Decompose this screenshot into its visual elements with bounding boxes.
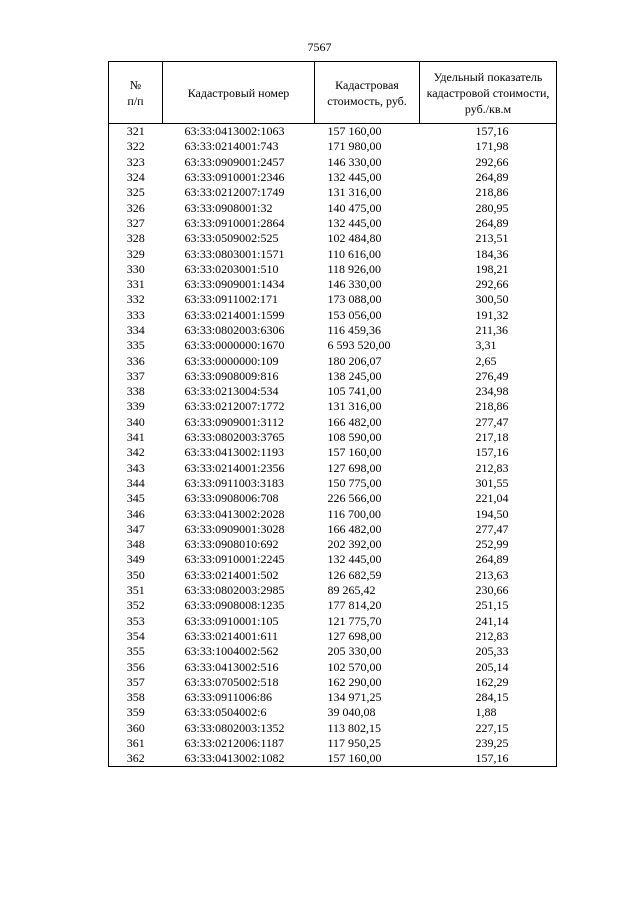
row-number: 340	[109, 415, 163, 430]
cadastral-number: 63:33:0910001:2245	[184, 552, 285, 567]
cadastral-number: 63:33:0802003:6306	[184, 323, 285, 337]
cadastral-number: 63:33:0910001:2346	[184, 170, 285, 185]
specific-indicator: 157,16	[420, 124, 557, 140]
row-number: 333	[109, 308, 163, 323]
row-number: 336	[109, 353, 163, 368]
row-number: 349	[109, 552, 163, 567]
specific-indicator: 230,66	[420, 583, 557, 598]
specific-indicator: 162,29	[420, 675, 557, 690]
specific-indicator: 292,66	[420, 155, 557, 170]
table-row	[109, 338, 557, 353]
cadastral-value: 138 245,00	[327, 368, 382, 383]
cadastral-value: 202 392,00	[327, 537, 382, 552]
table-row	[109, 353, 557, 368]
cadastral-number: 63:33:0509002:525	[184, 231, 279, 246]
cadastral-value: 166 482,00	[327, 521, 382, 536]
cadastral-number: 63:33:0214001:2356	[184, 460, 285, 475]
row-number: 353	[109, 614, 163, 629]
specific-indicator: 241,14	[420, 614, 557, 629]
specific-indicator: 211,36	[420, 323, 557, 338]
cadastral-number: 63:33:0213004:534	[184, 384, 279, 399]
cadastral-number: 63:33:0214001:1599	[184, 307, 285, 322]
cadastral-value: 126 682,59	[327, 567, 382, 582]
table-row	[109, 705, 557, 720]
specific-indicator: 3,31	[420, 338, 557, 353]
row-number: 327	[109, 216, 163, 231]
table-row	[109, 491, 557, 506]
specific-indicator: 157,16	[420, 751, 557, 767]
cadastral-value: 6 593 520,00	[327, 338, 391, 353]
cadastral-number: 63:33:0000000:109	[184, 353, 279, 368]
cadastral-value: 116 700,00	[327, 506, 382, 521]
header-specific-indicator: Удельный показатель кадастровой стоимости, руб./кв.м	[420, 62, 557, 124]
specific-indicator: 277,47	[420, 415, 557, 430]
row-number: 348	[109, 537, 163, 552]
cadastral-number: 63:33:0909001:2457	[184, 154, 285, 169]
row-number: 347	[109, 522, 163, 537]
cadastral-number: 63:33:0000000:1670	[184, 338, 285, 353]
specific-indicator: 2,65	[420, 353, 557, 368]
cadastral-value: 116 459,36	[327, 323, 382, 337]
table-row	[109, 124, 557, 140]
cadastral-number: 63:33:0909001:3028	[184, 521, 285, 536]
table-header-row	[109, 62, 557, 124]
table-row	[109, 476, 557, 491]
cadastral-value: 134 971,25	[327, 690, 382, 705]
table-row	[109, 277, 557, 292]
cadastral-value: 146 330,00	[327, 277, 382, 292]
cadastral-number: 63:33:0413002:2028	[184, 506, 285, 521]
row-number: 350	[109, 568, 163, 583]
row-number: 361	[109, 736, 163, 751]
cadastral-number: 63:33:0908001:32	[184, 200, 273, 215]
table-row	[109, 598, 557, 613]
specific-indicator: 1,88	[420, 705, 557, 720]
row-number: 337	[109, 369, 163, 384]
row-number: 345	[109, 491, 163, 506]
row-number: 325	[109, 185, 163, 200]
row-number: 362	[109, 751, 163, 767]
cadastral-value: 108 590,00	[327, 430, 382, 445]
cadastral-number: 63:33:0909001:3112	[184, 414, 285, 429]
row-number: 357	[109, 675, 163, 690]
cadastral-number: 63:33:0203001:510	[184, 261, 279, 276]
specific-indicator: 234,98	[420, 384, 557, 399]
table-row	[109, 369, 557, 384]
cadastral-value: 150 775,00	[327, 475, 382, 490]
table-row	[109, 231, 557, 246]
specific-indicator: 300,50	[420, 292, 557, 307]
cadastral-value: 162 290,00	[327, 674, 382, 689]
table-row	[109, 170, 557, 185]
table-row	[109, 583, 557, 598]
cadastral-value: 127 698,00	[327, 460, 382, 475]
page-number: 7567	[307, 40, 332, 54]
specific-indicator: 205,33	[420, 644, 557, 659]
cadastral-number: 63:33:0212007:1749	[184, 185, 285, 200]
specific-indicator: 239,25	[420, 736, 557, 751]
cadastral-value: 131 316,00	[327, 399, 382, 414]
table-row	[109, 522, 557, 537]
row-number: 323	[109, 155, 163, 170]
cadastral-number: 63:33:0214001:502	[184, 567, 279, 582]
cadastral-number: 63:33:0802003:1352	[184, 720, 285, 735]
cadastral-value: 153 056,00	[327, 307, 382, 322]
cadastral-value: 127 698,00	[327, 628, 382, 643]
cadastral-value: 131 316,00	[327, 185, 382, 200]
cadastral-value: 132 445,00	[327, 215, 382, 230]
header-num: № п/п	[109, 62, 163, 124]
row-number: 328	[109, 231, 163, 246]
row-number: 359	[109, 705, 163, 720]
specific-indicator: 227,15	[420, 721, 557, 736]
cadastral-number: 63:33:0212006:1187	[184, 736, 285, 751]
table-row	[109, 461, 557, 476]
table-row	[109, 262, 557, 277]
cadastral-value: 157 160,00	[315, 751, 420, 767]
cadastral-number: 63:33:0413002:516	[184, 659, 279, 674]
table-row	[109, 185, 557, 200]
cadastral-number: 63:33:0504002:6	[184, 705, 267, 720]
table-row	[109, 430, 557, 445]
cadastral-value: 157 160,00	[327, 445, 382, 460]
specific-indicator: 276,49	[420, 369, 557, 384]
row-number: 342	[109, 445, 163, 460]
table-row	[109, 568, 557, 583]
cadastral-value: 177 814,20	[327, 598, 382, 613]
row-number: 324	[109, 170, 163, 185]
row-number: 344	[109, 476, 163, 491]
row-number: 352	[109, 598, 163, 613]
cadastral-number: 63:33:0802003:3765	[184, 430, 285, 445]
cadastral-number: 63:33:0908006:708	[184, 491, 279, 506]
cadastral-value: 132 445,00	[327, 552, 382, 567]
cadastral-number: 63:33:0908009:816	[184, 368, 279, 383]
cadastral-value: 121 775,70	[327, 613, 382, 628]
cadastral-value: 173 088,00	[327, 292, 382, 307]
cadastral-value: 146 330,00	[327, 154, 382, 169]
row-number: 334	[109, 323, 163, 338]
table-row	[109, 323, 557, 338]
table-row	[109, 445, 557, 460]
specific-indicator: 184,36	[420, 246, 557, 261]
table-row	[109, 736, 557, 751]
row-number: 322	[109, 139, 163, 154]
row-number: 341	[109, 430, 163, 445]
table-row	[109, 415, 557, 430]
cadastral-number: 63:33:0413002:1193	[184, 445, 285, 460]
table-row	[109, 675, 557, 690]
table-row	[109, 644, 557, 659]
table-row	[109, 506, 557, 521]
cadastral-value: 105 741,00	[327, 384, 382, 399]
specific-indicator: 264,89	[420, 216, 557, 231]
table-row	[109, 552, 557, 567]
cadastral-value: 110 616,00	[327, 246, 382, 261]
table-row	[109, 690, 557, 705]
cadastral-value: 102 570,00	[327, 659, 382, 674]
cadastral-value: 102 484,80	[327, 231, 382, 246]
cadastral-value: 117 950,25	[327, 736, 382, 751]
table-row	[109, 155, 557, 170]
cadastral-value: 180 206,07	[327, 353, 382, 368]
cadastral-number: 63:33:0413002:1063	[184, 124, 285, 139]
row-number: 351	[109, 583, 163, 598]
specific-indicator: 157,16	[420, 445, 557, 460]
specific-indicator: 218,86	[420, 399, 557, 414]
cadastral-value: 171 980,00	[327, 139, 382, 154]
row-number: 339	[109, 399, 163, 414]
cadastral-number: 63:33:0214001:743	[184, 139, 279, 154]
row-number: 335	[109, 338, 163, 353]
cadastral-number: 63:33:0803001:1571	[184, 246, 285, 261]
row-number: 331	[109, 277, 163, 292]
specific-indicator: 213,51	[420, 231, 557, 246]
row-number: 343	[109, 461, 163, 476]
cadastral-value: 205 330,00	[327, 644, 382, 659]
specific-indicator: 205,14	[420, 659, 557, 674]
row-number: 338	[109, 384, 163, 399]
cadastral-value: 140 475,00	[327, 200, 382, 215]
specific-indicator: 264,89	[420, 552, 557, 567]
table-row	[109, 308, 557, 323]
row-number: 358	[109, 690, 163, 705]
specific-indicator: 251,15	[420, 598, 557, 613]
cadastral-number: 63:33:0214001:611	[184, 628, 279, 643]
table-row	[109, 246, 557, 261]
table-row	[109, 721, 557, 736]
specific-indicator: 252,99	[420, 537, 557, 552]
table-row	[109, 629, 557, 644]
table-row	[109, 216, 557, 231]
cadastral-value: 118 926,00	[327, 261, 382, 276]
specific-indicator: 277,47	[420, 522, 557, 537]
table-row	[109, 537, 557, 552]
specific-indicator: 198,21	[420, 262, 557, 277]
cadastral-value: 132 445,00	[327, 170, 382, 185]
specific-indicator: 284,15	[420, 690, 557, 705]
specific-indicator: 213,63	[420, 568, 557, 583]
cadastral-number: 63:33:0413002:1082	[163, 751, 315, 767]
specific-indicator: 264,89	[420, 170, 557, 185]
cadastral-number: 63:33:0910001:105	[184, 613, 279, 628]
table-row	[109, 751, 557, 767]
specific-indicator: 292,66	[420, 277, 557, 292]
row-number: 354	[109, 629, 163, 644]
cadastral-value: 226 566,00	[327, 491, 382, 506]
table-row	[109, 292, 557, 307]
cadastral-value: 166 482,00	[327, 414, 382, 429]
cadastral-value: 39 040,08	[327, 705, 376, 720]
row-number: 326	[109, 200, 163, 215]
cadastral-value: 89 265,42	[327, 583, 376, 598]
specific-indicator: 194,50	[420, 506, 557, 521]
row-number: 356	[109, 659, 163, 674]
row-number: 346	[109, 506, 163, 521]
cadastral-number: 63:33:0911006:86	[184, 690, 273, 705]
cadastral-value: 157 160,00	[327, 124, 382, 139]
header-cadastral-value: Кадастровая стоимость, руб.	[315, 62, 420, 124]
row-number: 330	[109, 262, 163, 277]
table-row	[109, 384, 557, 399]
cadastral-number: 63:33:0212007:1772	[184, 399, 285, 414]
cadastral-number: 63:33:0908010:692	[184, 537, 279, 552]
specific-indicator: 191,32	[420, 308, 557, 323]
specific-indicator: 217,18	[420, 430, 557, 445]
specific-indicator: 221,04	[420, 491, 557, 506]
cadastral-table	[108, 61, 557, 767]
cadastral-number: 63:33:0910001:2864	[184, 215, 285, 230]
specific-indicator: 218,86	[420, 185, 557, 200]
cadastral-number: 63:33:0802003:2985	[184, 583, 285, 598]
cadastral-number: 63:33:0908008:1235	[184, 598, 285, 613]
specific-indicator: 171,98	[420, 139, 557, 154]
table-row	[109, 614, 557, 629]
table-row	[109, 200, 557, 215]
specific-indicator: 212,83	[420, 629, 557, 644]
row-number: 332	[109, 292, 163, 307]
cadastral-value: 113 802,15	[327, 720, 382, 735]
cadastral-number: 63:33:0909001:1434	[184, 277, 285, 292]
header-cadastral-number: Кадастровый номер	[163, 62, 315, 124]
table-row	[109, 399, 557, 414]
specific-indicator: 280,95	[420, 200, 557, 215]
cadastral-number: 63:33:0911003:3183	[184, 475, 285, 490]
cadastral-number: 63:33:0705002:518	[184, 674, 279, 689]
table-body	[109, 124, 557, 767]
row-number: 321	[109, 124, 163, 140]
cadastral-number: 63:33:1004002:562	[184, 644, 279, 659]
table-row	[109, 659, 557, 674]
cadastral-number: 63:33:0911002:171	[184, 292, 279, 307]
row-number: 355	[109, 644, 163, 659]
specific-indicator: 301,55	[420, 476, 557, 491]
row-number: 329	[109, 246, 163, 261]
row-number: 360	[109, 721, 163, 736]
table-row	[109, 139, 557, 154]
specific-indicator: 212,83	[420, 461, 557, 476]
